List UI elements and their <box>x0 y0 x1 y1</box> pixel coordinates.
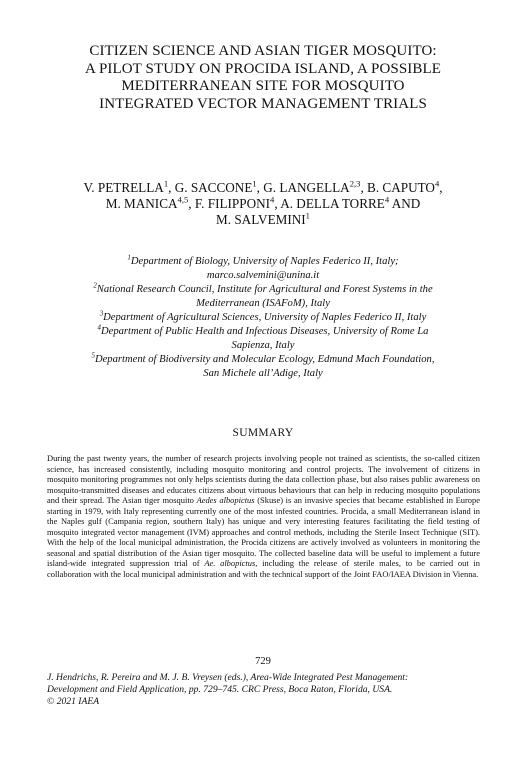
page-number: 729 <box>255 656 271 667</box>
author-affil-ref: 1 <box>252 178 257 189</box>
affiliation <box>50 325 476 353</box>
author-separator: , <box>274 196 281 211</box>
affiliation-text: Department of Biology, University of Naples Federico II, Italy; <box>130 256 399 267</box>
affiliation <box>50 283 476 311</box>
author-affil-ref: 1 <box>163 178 169 189</box>
author-separator: , <box>439 180 443 195</box>
affiliation-text: Department of Agricultural Sciences, University of Naples Federico II, Italy <box>103 312 427 323</box>
author-name: M. SALVEMINI <box>216 212 306 227</box>
affiliation-line <box>50 283 476 297</box>
citation-line: Development and Field Application, pp. 729–745. CRC Press, Boca Raton, Florida, USA. <box>47 684 393 696</box>
citation-block <box>47 672 486 709</box>
author-name: V. PETRELLA <box>83 180 164 195</box>
author-line <box>40 196 486 212</box>
copyright-symbol: © <box>47 696 55 708</box>
affiliation <box>50 255 476 283</box>
species-name: Aedes albopictus <box>196 495 255 506</box>
affiliation-line: Sapienza, Italy <box>231 340 295 351</box>
author-affil-ref: 4 <box>270 194 275 205</box>
affiliation-line <box>50 353 476 367</box>
author-list <box>40 180 486 228</box>
summary-part: During the past twenty years, the number of research projects involving people not trained as scientists, the so-called citizen science, has increased consistently, including mosquito monitoring and control projects. The involvement of citizens in mosquito monitoring programmes not only helps scientists during the data collection phase, but also raises public awareness on mosquito-transmitted diseases and educates citizens about virtuous behaviours that can help in reducing mosquito populations and their spread. The Asian tiger mosquito <box>47 453 480 506</box>
affiliation-line <box>50 311 476 325</box>
summary-part: , including the release of sterile males, to be carried out in collaboration with the local municipal administration and with the technical support of the Joint FAO/IAEA Division in Vienna. <box>47 558 480 580</box>
affiliation-text: Department of Biodiversity and Molecular Ecology, Edmund Mach Foundation, <box>94 354 435 365</box>
author-separator: , <box>168 180 175 195</box>
title-line: CITIZEN SCIENCE AND ASIAN TIGER MOSQUITO: <box>89 43 437 59</box>
author-separator: , <box>360 180 368 195</box>
affiliation-line <box>50 325 476 339</box>
affiliation-email[interactable]: marco.salvemini@unina.it <box>206 270 320 281</box>
affiliation-line <box>50 255 476 269</box>
author-affil-ref: 1 <box>305 210 310 221</box>
author-name: F. FILIPPONI <box>194 196 271 211</box>
affiliation-list <box>50 255 476 381</box>
citation-line: J. Hendrichs, R. Pereira and M. J. B. Vreysen (eds.), Area-Wide Integrated Pest Management: <box>47 672 409 683</box>
summary-heading: SUMMARY <box>232 427 294 439</box>
author-separator: , <box>188 196 195 211</box>
author-affil-ref: 2,3 <box>349 178 361 189</box>
affiliation <box>50 311 476 325</box>
species-name: Ae. albopictus <box>204 558 256 569</box>
affiliation-number: 3 <box>99 310 104 318</box>
affiliation-number: 2 <box>93 282 97 290</box>
affiliation-number: 5 <box>91 352 95 360</box>
author-name: G. LANGELLA <box>263 180 350 195</box>
author-name: B. CAPUTO <box>367 180 435 195</box>
affiliation <box>50 353 476 381</box>
author-line <box>40 180 486 196</box>
author-separator: , <box>256 180 264 195</box>
author-line <box>40 212 486 228</box>
summary-part: (Skuse) is an invasive species that became established in Europe starting in 1979, with Italy representing currently one of the most infested countries. Procida, a small Mediterranean island in the Naples gulf (Campania region, southern Italy) has unique and very interesting features facilitating the field testing of mosquito integrated vector management (IVM) approaches and control methods, including the Sterile Insect Technique (SIT). With the help of the local municipal administration, the Procida citizens are actively involved as volunteers in monitoring the seasonal and spatial distribution of the Asian tiger mosquito. The collected baseline data will be useful to implement a future island-wide integrated suppression trial of <box>47 495 480 569</box>
author-name: G. SACCONE <box>174 180 253 195</box>
affiliation-text: Department of Public Health and Infectious Diseases, University of Rome La <box>100 326 429 337</box>
author-affil-ref: 4 <box>384 194 390 205</box>
paper-title <box>40 43 486 113</box>
affiliation-line: Mediterranean (ISAFoM), Italy <box>196 298 330 309</box>
title-line: INTEGRATED VECTOR MANAGEMENT TRIALS <box>99 95 427 112</box>
author-separator: AND <box>389 196 421 211</box>
affiliation-number: 4 <box>97 324 101 332</box>
title-line: A PILOT STUDY ON PROCIDA ISLAND, A POSSIBLE <box>84 60 442 77</box>
copyright-line <box>47 696 486 708</box>
summary-text <box>47 453 480 580</box>
affiliation-line: San Michele all’Adige, Italy <box>203 368 323 379</box>
copyright-text: 2021 IAEA <box>54 696 100 708</box>
author-affil-ref: 4 <box>434 178 440 189</box>
author-name: A. DELLA TORRE <box>280 196 385 211</box>
author-name: M. MANICA <box>105 196 178 211</box>
affiliation-number: 1 <box>127 254 131 262</box>
affiliation-text: National Research Council, Institute for Agricultural and Forest Systems in the <box>96 284 433 295</box>
author-affil-ref: 4,5 <box>177 194 189 205</box>
title-line: MEDITERRANEAN SITE FOR MOSQUITO <box>121 78 405 94</box>
